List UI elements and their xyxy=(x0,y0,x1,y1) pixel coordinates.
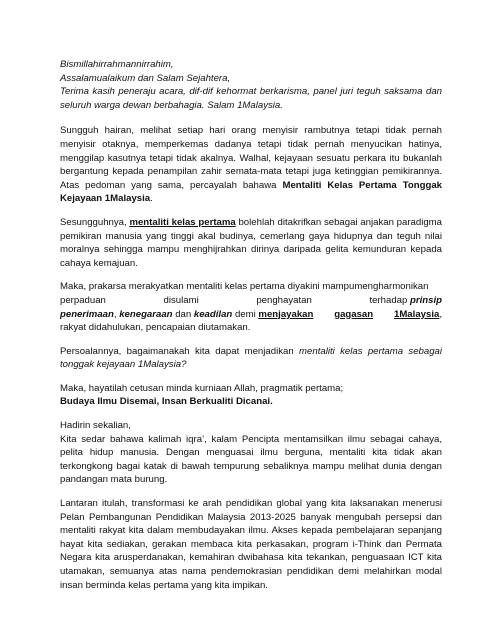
p3-word-menjayakan: menjayakan xyxy=(258,308,314,320)
greeting-line-1: Bismillahirrahmannirrahim, xyxy=(60,59,174,70)
paragraph-1-end: . xyxy=(150,193,153,205)
p3-word-prinsip: prinsip xyxy=(410,294,442,306)
paragraph-1 xyxy=(60,124,442,206)
p3-word-gagasan: gagasan xyxy=(334,308,374,320)
paragraph-2-rest: bolehlah ditakrifkan sebagai anjakan paradigma pemikiran manusia yang tinggi akal budinya, cemerlang gaya hidupnya dan teguh nilai moralnya sehingga mampu menghijrahkan dirinya daripada gelita kemunduran kepada cahaya kemajuan. xyxy=(60,216,442,269)
paragraph-6 xyxy=(60,419,442,487)
paragraph-5-heading: Budaya Ilmu Disemai, Insan Berkualiti Dicanai. xyxy=(60,396,273,408)
paragraph-7-text: Lantaran itulah, transformasi ke arah pendidikan global yang kita laksanakan menerusi Pelan Pembangunan Pendidikan Malaysia 2013-2025 banyak mengubah persepsi dan mentaliti rakyat kita dalam membudayakan ilmu. Akses kepada pembelajaran sepanjang hayat kita sediakan, gerakan membaca kita perkasakan, program i-Think dan Permata Negara kita arusperdanakan, kemahiran dwibahasa kita tekankan, penguasaan ICT kita utamakan, semuanya atas nama pendemokrasian pendidikan demi melahirkan modal insan berminda kelas pertama yang kita impikan. xyxy=(60,498,442,591)
paragraph-2-start: Sesungguhnya, xyxy=(60,216,130,228)
p3-word-1malaysia: 1Malaysia xyxy=(393,308,440,320)
p3-word-kenegaraan: kenegaraan xyxy=(119,308,173,320)
paragraph-3-line-4: rakyat didahulukan, pencapaian diutamakan. xyxy=(60,322,251,334)
p3-word-terhadap: terhadap xyxy=(369,294,408,306)
paragraph-7 xyxy=(60,497,442,592)
p3-comma: , xyxy=(113,308,120,320)
paragraph-1-title-bold: Mentaliti Kelas Pertama Tonggak Kejayaan 1Malaysia xyxy=(60,179,442,205)
greeting-paragraph xyxy=(60,58,442,112)
p3-word-dan: dan xyxy=(172,308,194,320)
paragraph-4-start: Persoalannya, bagaimanakah kita dapat menjadikan xyxy=(60,345,300,357)
paragraph-5 xyxy=(60,382,442,409)
paragraph-3-line-1: Maka, prakarsa merakyatkan mentaliti kelas pertama diyakini mampumengharmonikan xyxy=(60,281,429,293)
paragraph-6-salutation: Hadirin sekalian, xyxy=(60,420,131,432)
p3-word-penerimaan: penerimaan xyxy=(60,308,114,320)
paragraph-4 xyxy=(60,345,442,372)
paragraph-6-text: Kita sedar bahawa kalimah iqra’, kalam Pencipta mentamsilkan ilmu sebagai cahaya, pelita hidup manusia. Dengan menguasai ilmu berguna, mentaliti kita tidak akan terkongkong bagai katak di bawah tempurung sebaliknya mampu melihat dunia dengan pandangan mata burung. xyxy=(60,433,442,486)
greeting-line-3: Terima kasih peneraju acara, dif-dif kehormat berkarisma, panel juri teguh saksama dan seluruh warga dewan berbahagia. Salam 1Malaysia. xyxy=(60,86,442,111)
p3-word-keadilan: keadilan xyxy=(193,308,233,320)
paragraph-2-bold-underline: mentaliti kelas pertama xyxy=(129,216,236,228)
speech-text xyxy=(60,58,442,602)
paragraph-1-text: Sungguh hairan, melihat setiap hari orang menyisir rambutnya tetapi tidak pernah menyisir otaknya, memperkemas dadanya tetapi tidak pernah menyucikan hatinya, menggilap kasutnya tetapi tidak akalnya. Walhal, kejayaan sesuatu perkara itu bukanlah bergantung kepada penampilan zahir semata-mata tetapi juga ketinggian pemikirannya. Atas pedoman yang sama, percayalah bahawa xyxy=(60,125,442,191)
paragraph-5-line-1: Maka, hayatilah cetusan minda kurniaan Allah, pragmatik pertama; xyxy=(60,382,344,394)
paragraph-2 xyxy=(60,216,442,270)
paragraph-3-line-3 xyxy=(60,308,442,322)
paragraph-3-line-2 xyxy=(60,294,442,308)
p3-word-disulami: disulami xyxy=(163,294,199,306)
p3-word-demi: demi xyxy=(232,308,259,320)
paragraph-3 xyxy=(60,280,442,334)
p3-word-penghayatan: penghayatan xyxy=(256,294,312,306)
p3-comma-2: , xyxy=(439,308,442,320)
greeting-line-2: Assalamualaikum dan Salam Sejahtera, xyxy=(60,72,231,84)
p3-word-perpaduan: perpaduan xyxy=(60,294,106,306)
paragraph-4-italic: mentaliti kelas pertama sebagai tonggak kejayaan 1Malaysia? xyxy=(60,345,442,371)
